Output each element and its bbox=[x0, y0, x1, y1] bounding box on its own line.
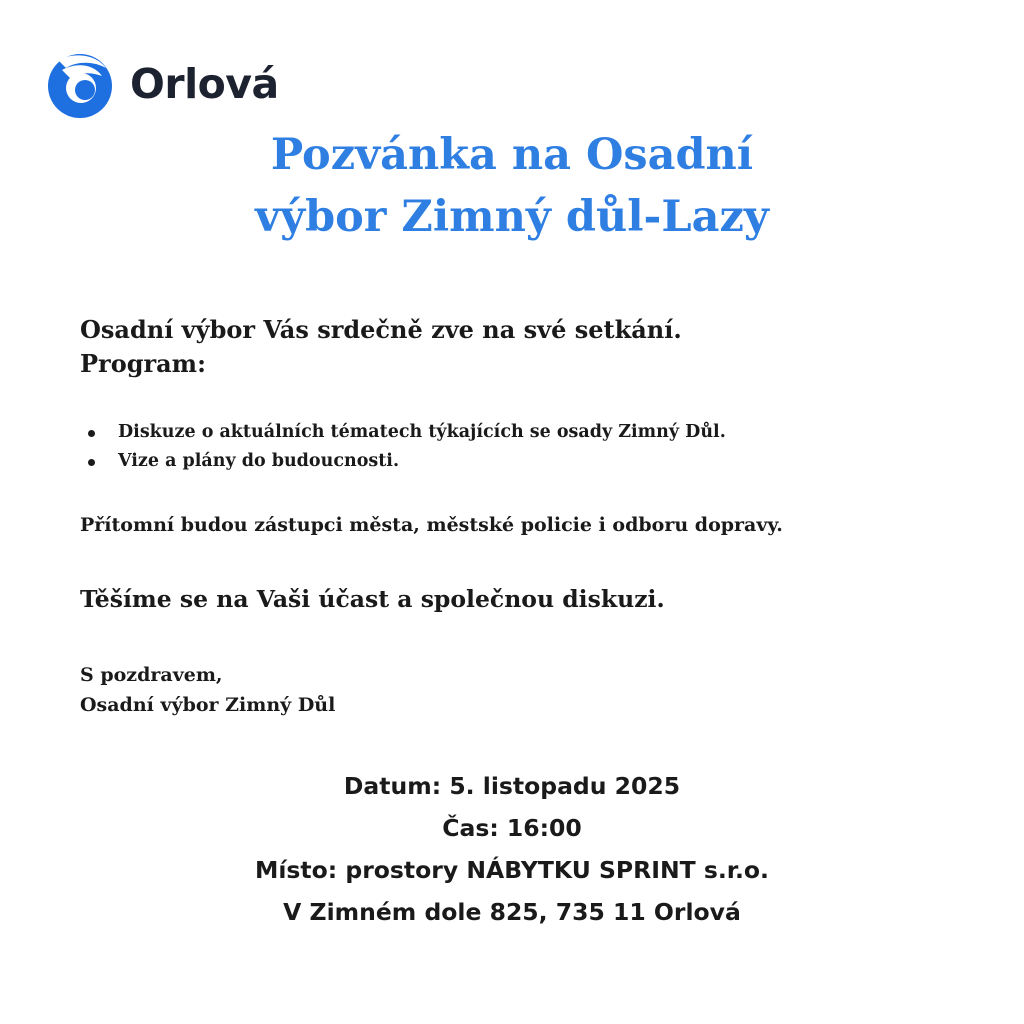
brand-name: Orlová bbox=[130, 60, 279, 108]
signature bbox=[80, 660, 335, 720]
orlova-bird-icon bbox=[44, 48, 116, 120]
title-line-2: výbor Zimný důl-Lazy bbox=[255, 192, 769, 242]
event-address: V Zimném dole 825, 735 11 Orlová bbox=[283, 898, 741, 926]
event-place: Místo: prostory NÁBYTKU SPRINT s.r.o. bbox=[254, 856, 769, 884]
title-line-1: Pozvánka na Osadní bbox=[270, 130, 754, 180]
signature-sender: Osadní výbor Zimný Důl bbox=[80, 694, 336, 716]
brand-logo bbox=[44, 48, 279, 120]
event-date: Datum: 5. listopadu 2025 bbox=[343, 772, 681, 800]
signature-greeting: S pozdravem, bbox=[80, 664, 223, 686]
page-title bbox=[0, 124, 1024, 248]
event-time: Čas: 16:00 bbox=[442, 814, 582, 842]
intro-invitation: Osadní výbor Vás srdečně zve na své setkání. bbox=[80, 315, 682, 344]
program-list bbox=[80, 418, 726, 476]
event-details bbox=[0, 765, 1024, 933]
program-heading: Program: bbox=[80, 349, 206, 378]
list-item: Vize a plány do budoucnosti. bbox=[80, 447, 726, 476]
attendance-note: Přítomní budou zástupci města, městské policie i odboru dopravy. bbox=[80, 514, 783, 536]
closing-line: Těšíme se na Vaši účast a společnou diskuzi. bbox=[80, 585, 665, 613]
list-item: Diskuze o aktuálních tématech týkajících se osady Zimný Důl. bbox=[80, 418, 726, 447]
intro-text bbox=[80, 313, 682, 381]
